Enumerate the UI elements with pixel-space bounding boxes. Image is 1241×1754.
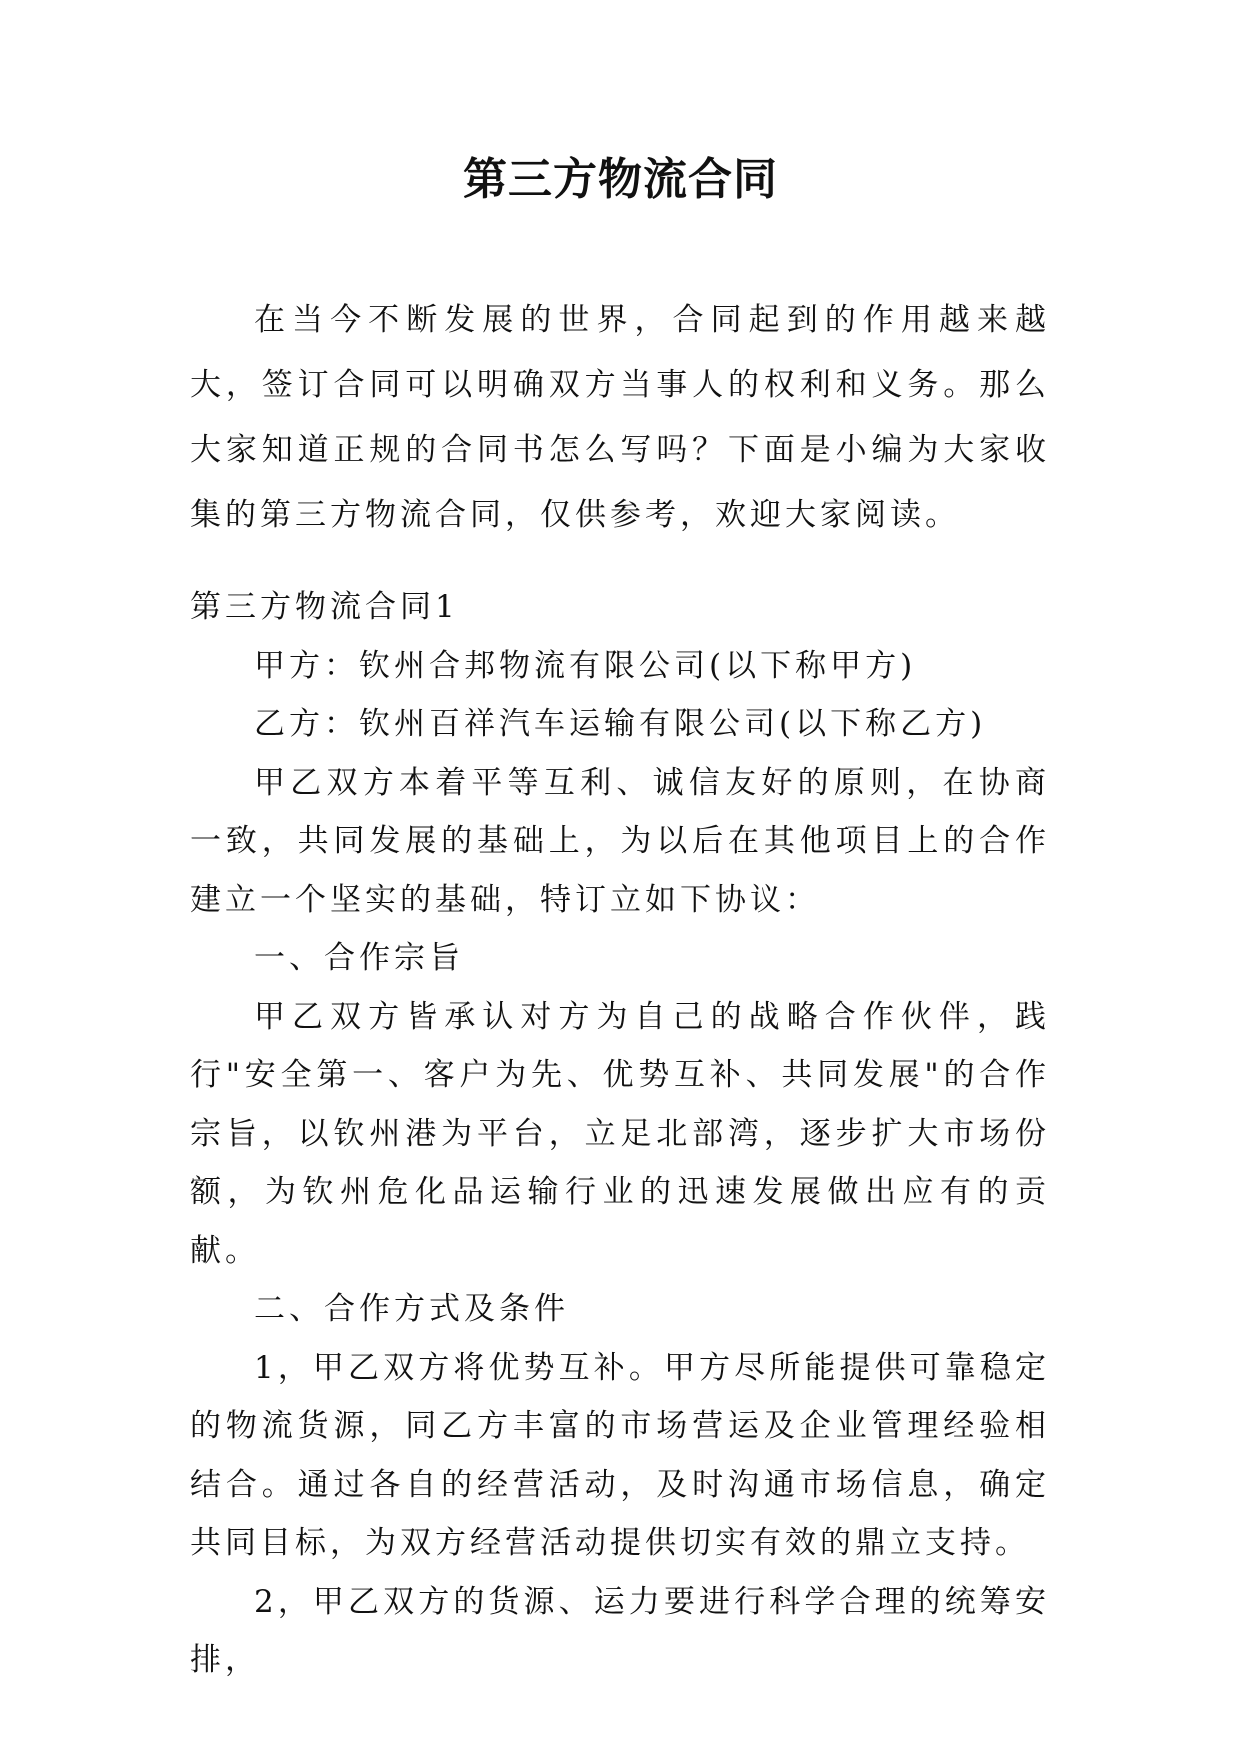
terms-item-2: 2，甲乙双方的货源、运力要进行科学合理的统筹安排， [190, 1583, 1050, 1678]
clause-heading-terms: 二、合作方式及条件 [254, 1291, 569, 1327]
clause-heading-purpose: 一、合作宗旨 [254, 940, 464, 976]
section-heading: 第三方物流合同1 [190, 589, 459, 625]
intro-paragraph: 在当今不断发展的世界，合同起到的作用越来越大，签订合同可以明确双方当事人的权利和义务。那么大家知道正规的合同书怎么写吗？下面是小编为大家收集的第三方物流合同，仅供参考，欢迎大家阅读。 [190, 302, 1050, 533]
party-a-line: 甲方：钦州合邦物流有限公司(以下称甲方) [254, 647, 917, 684]
terms-item-1: 1，甲乙双方将优势互补。甲方尽所能提供可靠稳定的物流货源，同乙方丰富的市场营运及企业管理经验相结合。通过各自的经营活动，及时沟通市场信息，确定共同目标，为双方经营活动提供切实有效的鼎立支持。 [190, 1349, 1050, 1561]
purpose-paragraph: 甲乙双方皆承认对方为自己的战略合作伙伴，践行"安全第一、客户为先、优势互补、共同发展"的合作宗旨，以钦州港为平台，立足北部湾，逐步扩大市场份额，为钦州危化品运输行业的迅速发展做出应有的贡献。 [190, 998, 1050, 1269]
intro-block [190, 288, 1050, 548]
preamble-paragraph: 甲乙双方本着平等互利、诚信友好的原则，在协商一致，共同发展的基础上，为以后在其他项目上的合作建立一个坚实的基础，特订立如下协议： [190, 764, 1050, 918]
document-title: 第三方物流合同 [463, 154, 778, 205]
party-b-line: 乙方：钦州百祥汽车运输有限公司(以下称乙方) [254, 706, 987, 742]
contract-body [190, 578, 1050, 1690]
